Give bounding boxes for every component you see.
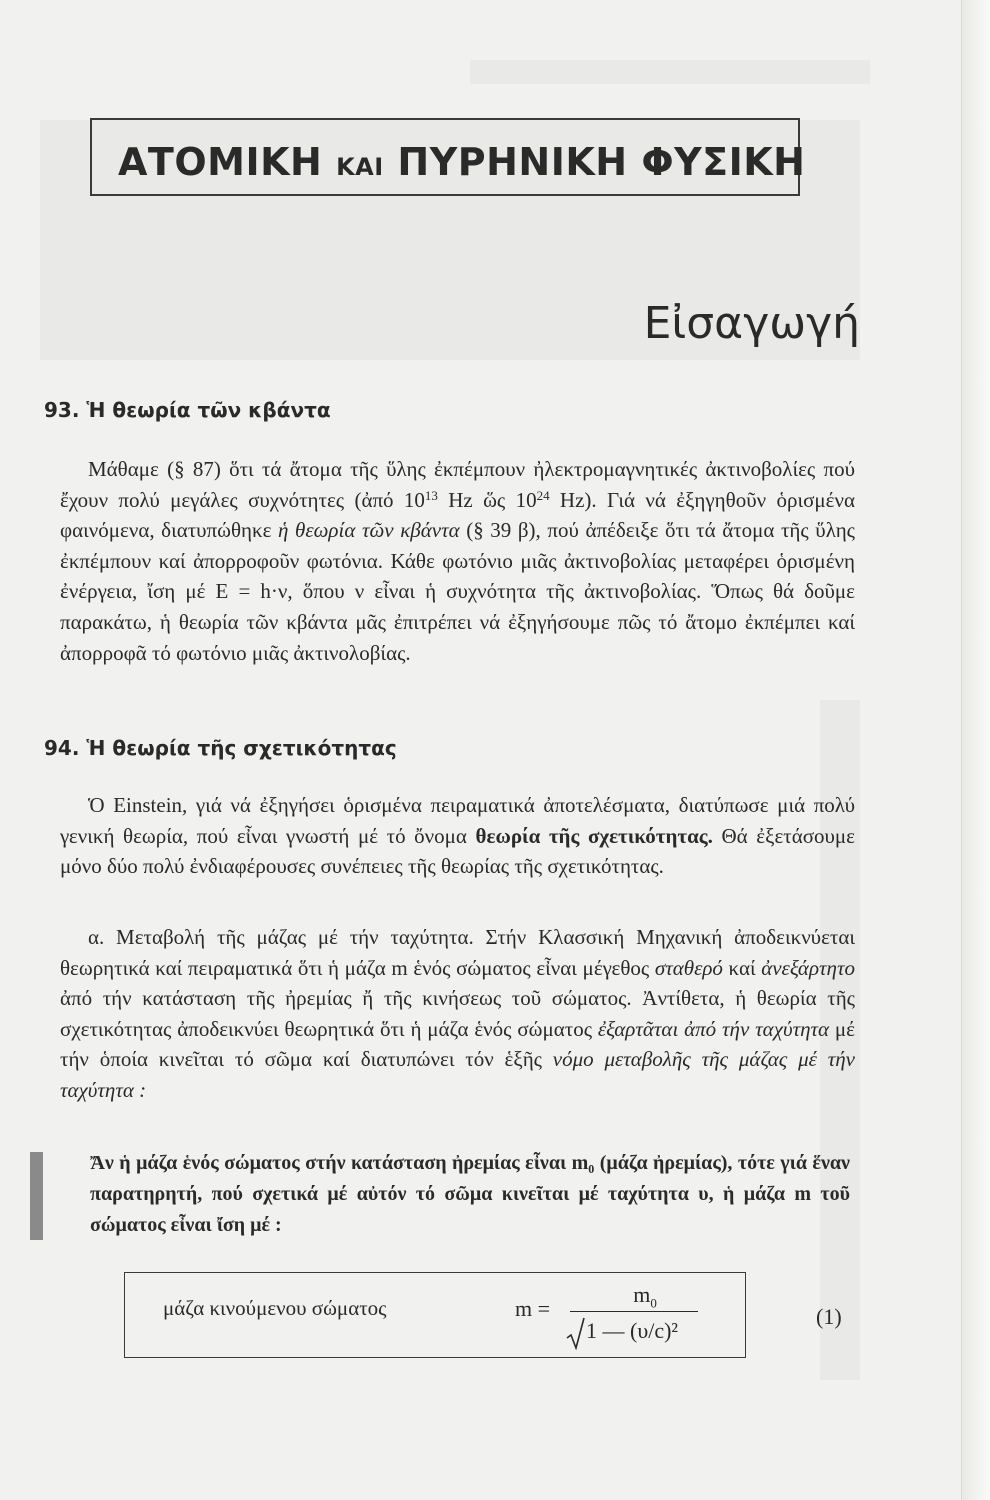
section-94-paragraph-1 [60,790,855,882]
formula-label: μάζα κινούμενου σώματος [163,1296,387,1320]
formula-lhs: m = [515,1296,551,1321]
text-run: Θά ἐξετάσουμε μόνο δύο πολύ ἐνδιαφέρουσες συνέπειες τῆς θεωρίας τῆς σχετικότητας. [60,823,856,879]
section-94-paragraph-2 [60,922,855,1106]
mass-variation-law: Ἄν ἡ μάζα ἑνός σώματος στήν κατάσταση ἠρεμίας εἶναι m₀ (μάζα ἠρεμίας), τότε γιά ἕναν παρατηρητή, πού σχετικά μέ αὐτόν τό σῶμα κινεῖται μέ ταχύτητα υ, ἡ μάζα m τοῦ σώματος εἶναι ἴση μέ : [90,1152,850,1236]
bleed-through [470,60,870,84]
introduction-heading: Εἰσαγωγή [643,298,860,349]
section-93-heading: 93. Ἡ θεωρία τῶν κβάντα [44,398,331,422]
exponent: 13 [424,487,438,503]
emphasis: ἡ θεωρία τῶν κβάντα [278,518,460,543]
fraction-bar [570,1311,698,1312]
emphasis: νόμο μεταβολῆς τῆς μάζας μέ τήν ταχύτητα : [60,1047,855,1102]
law-margin-bar [30,1152,43,1240]
subsection-label: α. Μεταβολή τῆς μάζας μέ τήν ταχύτητα. [88,925,474,949]
page-edge [961,0,990,1500]
text-run: (§ 39 β), πού ἀπέδειξε ὅτι τά ἄτομα τῆς ὕλης ἐκπέμπουν καί ἀπορροφοῦν φωτόνια. Κάθε φωτόνιο μιᾶς ἀκτινοβολίας μεταφέρει ὁρισμένη ἐνέργεια, ἴση μέ E = h·ν, ὅπου ν εἶναι ἡ συχνότητα τῆς ἀκτινοβολίας. Ὅπως θά δοῦμε παρακάτω, ἡ θεωρία τῶν κβάντα μᾶς ἐπιτρέπει νά ἐξηγήσουμε πῶς τό ἄτομο ἐκπέμπει καί ἀπορροφᾶ τό φωτόνιο μιᾶς ἀκτινολοβίας. [60,518,855,665]
text-run: Ὁ Einstein, γιά νά ἐξηγήσει ὁρισμένα πειραματικά ἀποτελέσματα, διατύπωσε μιά πολύ γενική θεωρία, πού εἶναι γνωστή μέ τό ὄνομα [60,793,855,848]
formula-denominator: 1 — (υ/c)² [586,1318,679,1343]
numerator-symbol: m [633,1282,651,1307]
chapter-title-part-2: ΠΥΡΗΝΙΚΗ ΦΥΣΙΚΗ [397,140,806,184]
chapter-title-conjunction: ΚΑΙ [336,153,384,181]
emphasis: ἀνεξάρτητο [761,955,855,980]
text-run: Hz). Γιά νά ἐξηγηθοῦν ὁρισμένα φαινόμενα, διατυπώθηκε [60,487,855,543]
chapter-title [118,140,805,184]
formula-numerator [615,1282,675,1311]
text-run: Hz ὥς 10 [437,487,537,512]
text-run: μέ τήν ὁποία κινεῖται τό σῶμα καί διατυπώνει τόν ἑξῆς [60,1016,856,1072]
text-run: Στήν Κλασσική Μηχανική ἀποδεικνύεται θεωρητικά καί πειραματικά ὅτι ἡ μάζα m ἑνός σώματος εἶναι μέγεθος [60,925,855,980]
section-93-paragraph [60,454,855,668]
exponent: 24 [536,487,550,503]
emphasis: σταθερό [654,955,723,980]
text-run: ἀπό τήν κατάσταση τῆς ἠρεμίας ἤ τῆς κινήσεως τοῦ σώματος. Ἀντίθετα, ἡ θεωρία τῆς σχετικότητας ἀποδεικνύει θεωρητικά ὅτι ἡ μάζα ἑνός σώματος [60,986,855,1041]
bold-term: θεωρία τῆς σχετικότητας. [475,823,713,848]
numerator-subscript: 0 [650,1295,657,1311]
text-run: Μάθαμε (§ 87) ὅτι τά ἄτομα τῆς ὕλης ἐκπέμπουν ἠλεκτρομαγνητικές ἀκτινοβολίες πού ἔχουν πολύ μεγάλες συχνότητες (ἀπό 10 [60,457,855,512]
square-root-icon [566,1316,586,1350]
chapter-title-part-1: ΑΤΟΜΙΚΗ [118,140,323,184]
equation-number: (1) [816,1304,842,1329]
emphasis: ἐξαρτᾶται ἀπό τήν ταχύτητα [597,1016,830,1041]
text-run: καί [722,955,762,980]
section-94-heading: 94. Ἡ θεωρία τῆς σχετικότητας [44,736,397,760]
